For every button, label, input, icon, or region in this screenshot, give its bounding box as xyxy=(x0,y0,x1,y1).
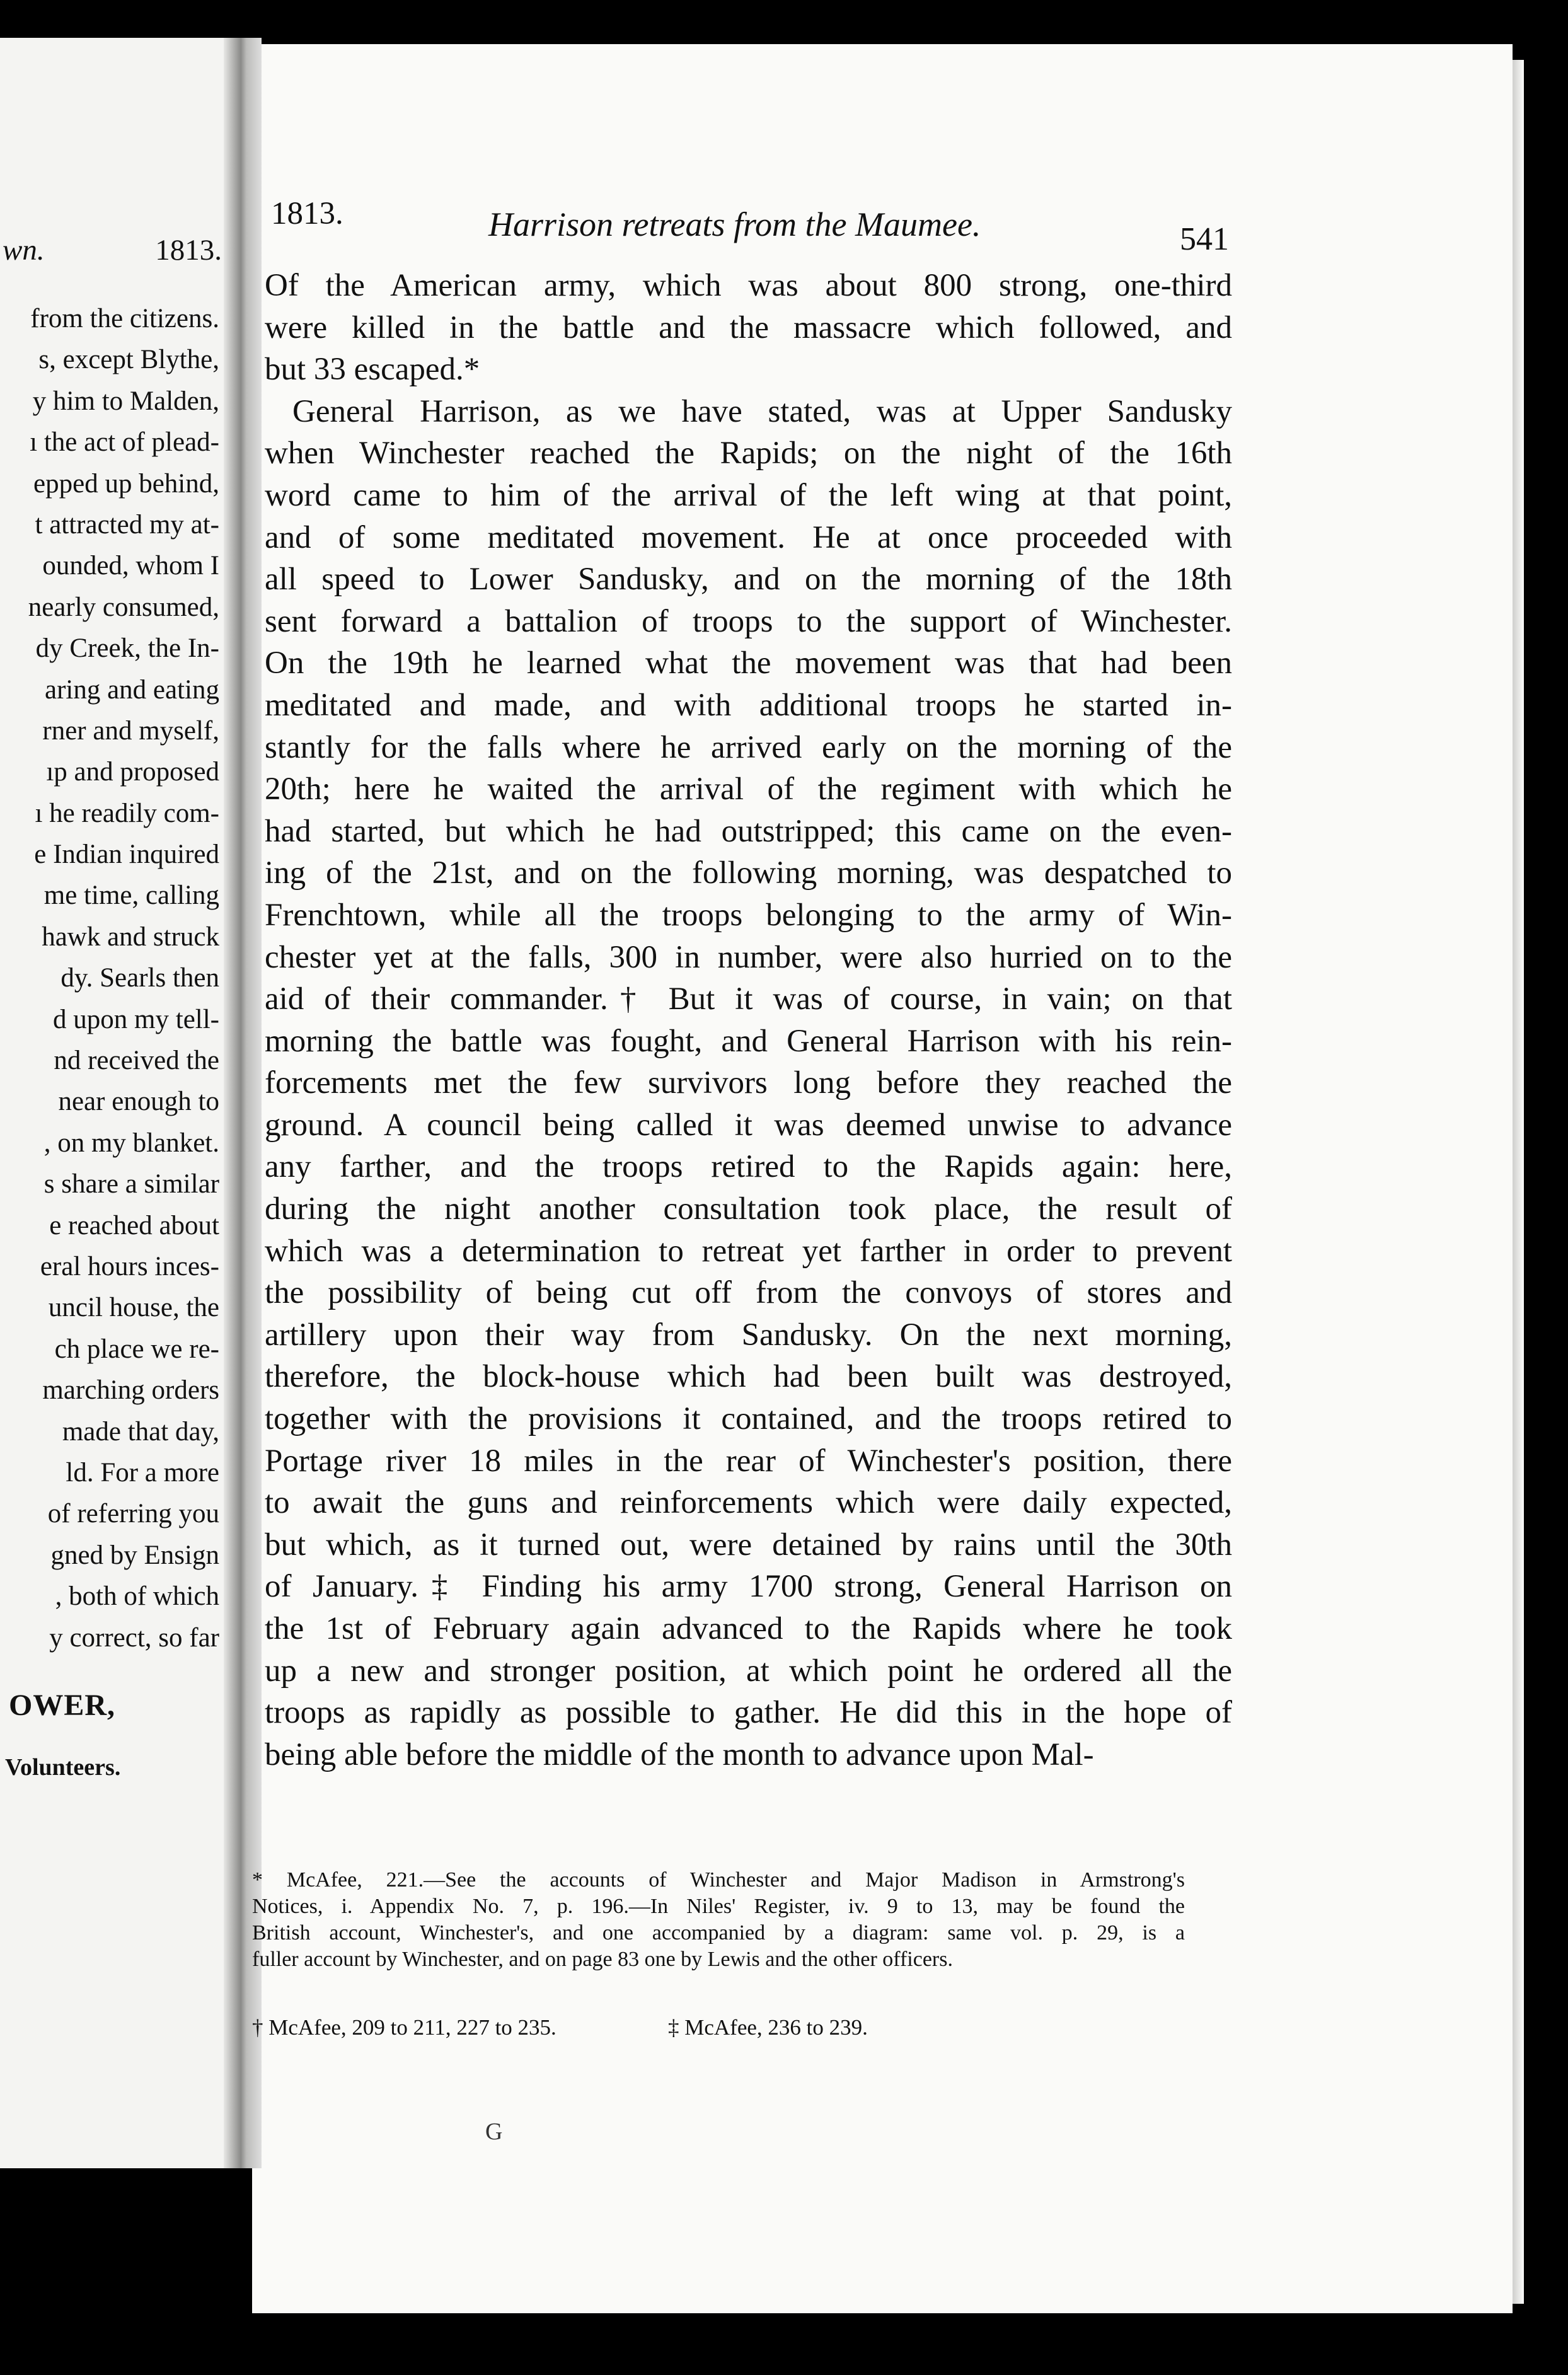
body-line: Frenchtown, while all the troops belonging to the army of Win- xyxy=(265,897,1232,933)
body-line: being able before the middle of the month to advance upon Mal- xyxy=(265,1736,1094,1772)
footnote-line: Notices, i. Appendix No. 7, p. 196.—In Niles' Register, iv. 9 to 13, may be found the xyxy=(252,1895,1185,1918)
left-header-word: wn. xyxy=(3,234,45,267)
body-line: but which, as it turned out, were detained by rains until the 30th xyxy=(265,1527,1232,1563)
body-line: ing of the 21st, and on the following morning, was despatched to xyxy=(265,855,1232,891)
body-line: Of the American army, which was about 800 strong, one-third xyxy=(265,268,1232,303)
body-line: and of some meditated movement. He at once proceeded with xyxy=(265,519,1232,555)
body-line: together with the provisions it contained, and the troops retired to xyxy=(265,1401,1232,1437)
body-line: 20th; here he waited the arrival of the regiment with which he xyxy=(265,771,1232,807)
left-text-line: ıp and proposed xyxy=(46,757,219,787)
body-line: had started, but which he had outstripped; this came on the even- xyxy=(265,813,1232,849)
footnote-double-dagger: ‡ McAfee, 236 to 239. xyxy=(668,2015,868,2040)
left-section-title: OWER, xyxy=(9,1689,116,1722)
left-text-line: , on my blanket. xyxy=(43,1128,219,1158)
running-head xyxy=(271,189,1229,257)
left-text-line: marching orders xyxy=(42,1375,219,1406)
body-line: all speed to Lower Sandusky, and on the morning of the 18th xyxy=(265,562,1232,598)
footnotes xyxy=(252,1867,1185,1973)
left-text-line: d upon my tell- xyxy=(53,1004,219,1034)
body-line: artillery upon their way from Sandusky. On the next morning, xyxy=(265,1317,1232,1353)
left-text-line: ounded, whom I xyxy=(42,551,219,581)
left-header-year: 1813. xyxy=(155,234,222,267)
left-text-line: t attracted my at- xyxy=(35,509,219,540)
body-line: word came to him of the arrival of the left wing at that point, xyxy=(265,477,1232,513)
left-text-line: from the citizens. xyxy=(30,304,219,333)
left-text-line: e reached about xyxy=(49,1210,219,1240)
header-title: Harrison retreats from the Maumee. xyxy=(488,205,981,243)
left-text-line: s, except Blythe, xyxy=(38,345,219,375)
left-text-line: rner and myself, xyxy=(42,715,219,746)
footnote-row xyxy=(252,2015,1185,2047)
body-line: of January.‡ Finding his army 1700 strong, General Harrison on xyxy=(265,1569,1232,1605)
left-text-line: y correct, so far xyxy=(49,1622,219,1653)
book-gutter xyxy=(224,38,262,2168)
left-text-line: gned by Ensign xyxy=(50,1540,219,1570)
body-line: therefore, the block-house which had been built was destroyed, xyxy=(265,1359,1232,1395)
footnote-dagger: † McAfee, 209 to 211, 227 to 235. xyxy=(252,2015,556,2040)
body-line: when Winchester reached the Rapids; on the night of the 16th xyxy=(265,436,1232,471)
left-text-line: near enough to xyxy=(58,1087,219,1117)
left-text-line: of referring you xyxy=(47,1499,219,1529)
left-text-line: uncil house, the xyxy=(48,1293,219,1323)
left-text-line: epped up behind, xyxy=(33,468,219,499)
footnote-line: British account, Winchester's, and one accompanied by a diagram: same vol. p. 29, is a xyxy=(252,1921,1185,1944)
left-page-text xyxy=(0,298,219,1658)
left-text-line: ı the act of plead- xyxy=(30,427,219,458)
body-line: were killed in the battle and the massacre which followed, and xyxy=(265,309,1232,345)
body-line: aid of their commander.† But it was of course, in vain; on that xyxy=(265,981,1232,1017)
body-line: the possibility of being cut off from the convoys of stores and xyxy=(265,1275,1232,1311)
left-text-line: dy. Searls then xyxy=(61,963,219,993)
body-line: meditated and made, and with additional troops he started in- xyxy=(265,687,1232,723)
body-line: ground. A council being called it was deemed unwise to advance xyxy=(265,1107,1232,1143)
body-line: Portage river 18 miles in the rear of Winchester's position, there xyxy=(265,1443,1232,1479)
page-edge xyxy=(1513,60,1524,2304)
footnote-line: * McAfee, 221.—See the accounts of Winchester and Major Madison in Armstrong's xyxy=(252,1868,1185,1892)
left-text-line: , both of which xyxy=(55,1581,219,1612)
body-line: morning the battle was fought, and General Harrison with his rein- xyxy=(265,1023,1232,1059)
left-text-line: me time, calling xyxy=(43,881,219,911)
left-text-line: e Indian inquired xyxy=(34,840,219,870)
left-text-line: y him to Malden, xyxy=(32,386,219,416)
left-section-subtitle: Volunteers. xyxy=(5,1754,121,1781)
left-text-line: ch place we re- xyxy=(54,1334,219,1364)
left-text-line: aring and eating xyxy=(44,674,219,705)
footnote-line: fuller account by Winchester, and on page 83 one by Lewis and the other officers. xyxy=(252,1948,953,1971)
body-text xyxy=(265,265,1232,1776)
left-text-line: nearly consumed, xyxy=(28,592,219,622)
body-line: stantly for the falls where he arrived early on the morning of the xyxy=(265,729,1232,765)
body-line: the 1st of February again advanced to the Rapids where he took xyxy=(265,1611,1232,1646)
left-text-line: s share a similar xyxy=(43,1169,219,1199)
left-text-line: made that day, xyxy=(62,1416,219,1447)
left-text-line: nd received the xyxy=(54,1046,219,1076)
body-line: to await the guns and reinforcements which were daily expected, xyxy=(265,1485,1232,1521)
body-line: General Harrison, as we have stated, was at Upper Sandusky xyxy=(292,393,1232,429)
left-text-line: hawk and struck xyxy=(42,922,219,952)
left-text-line: ı he readily com- xyxy=(35,798,219,828)
body-line: On the 19th he learned what the movement was that had been xyxy=(265,645,1232,681)
body-line: up a new and stronger position, at which point he ordered all the xyxy=(265,1653,1232,1689)
body-line: forcements met the few survivors long before they reached the xyxy=(265,1065,1232,1101)
body-line: during the night another consultation took place, the result of xyxy=(265,1191,1232,1227)
body-line: chester yet at the falls, 300 in number, were also hurried on to the xyxy=(265,939,1232,975)
bottom-mark: G xyxy=(485,2118,503,2145)
left-text-line: ld. For a more xyxy=(66,1457,219,1488)
body-line: troops as rapidly as possible to gather. He did this in the hope of xyxy=(265,1695,1232,1731)
left-text-line: dy Creek, the In- xyxy=(35,633,219,664)
body-line: which was a determination to retreat yet farther in order to prevent xyxy=(265,1233,1232,1269)
left-text-line: eral hours inces- xyxy=(40,1251,219,1281)
body-line: but 33 escaped.* xyxy=(265,352,480,388)
header-year: 1813. xyxy=(271,196,343,231)
page-number: 541 xyxy=(1180,221,1229,257)
body-line: any farther, and the troops retired to the Rapids again: here, xyxy=(265,1149,1232,1185)
left-page xyxy=(0,38,239,2168)
body-line: sent forward a battalion of troops to the support of Winchester. xyxy=(265,603,1232,639)
